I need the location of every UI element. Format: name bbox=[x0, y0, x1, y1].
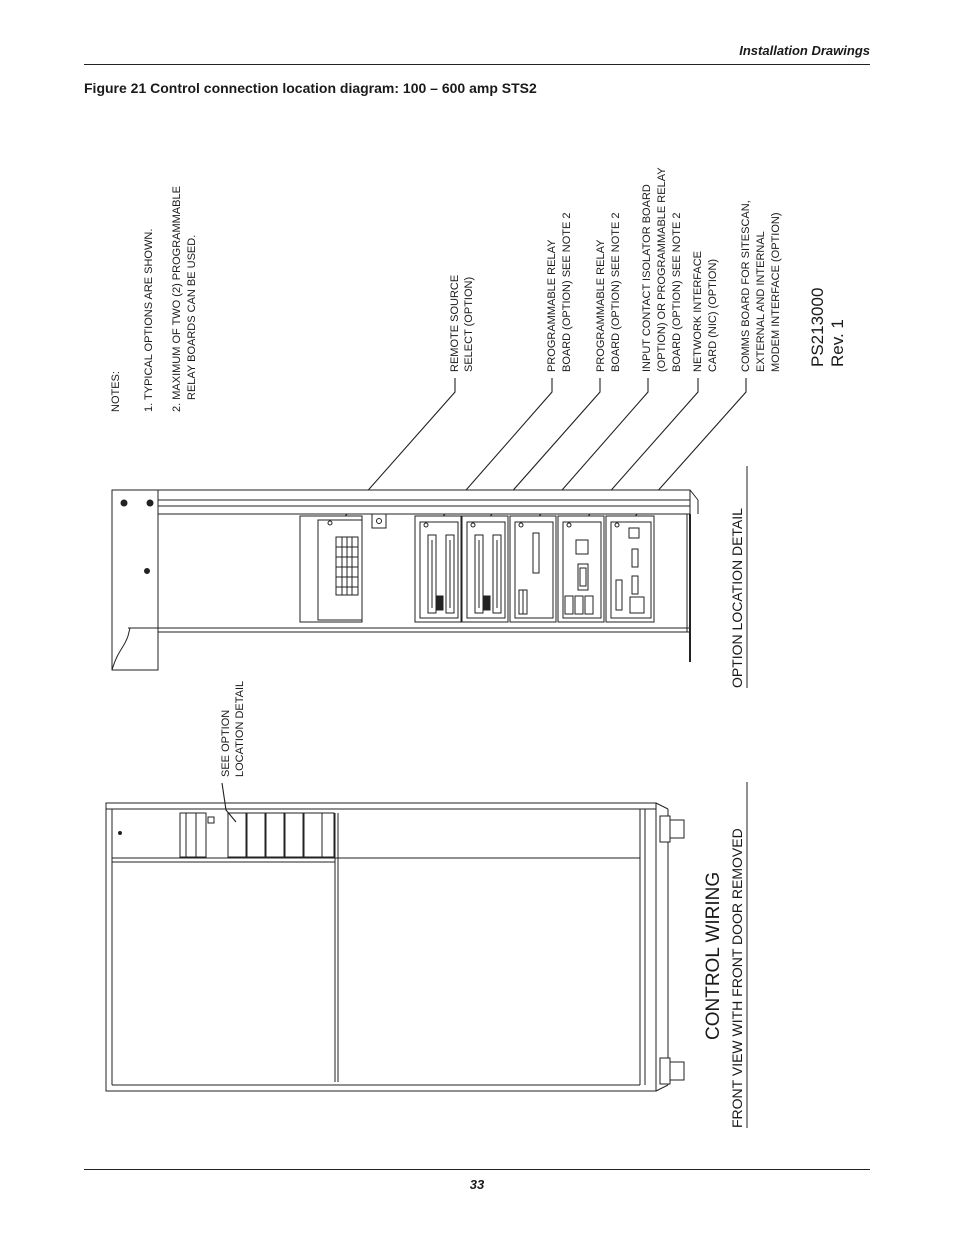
option-location-detail-drawing bbox=[112, 490, 698, 670]
callout-relay-board-1-line-2: BOARD (OPTION) SEE NOTE 2 bbox=[561, 212, 573, 372]
callout-input-contact-line-2: (OPTION) OR PROGRAMMABLE RELAY bbox=[656, 167, 668, 372]
callout-nic-line-1: NETWORK INTERFACE bbox=[692, 250, 704, 372]
callout-remote-source-line-2: SELECT (OPTION) bbox=[463, 276, 475, 372]
callout-relay-board-2-line-1: PROGRAMMABLE RELAY bbox=[595, 239, 607, 372]
callout-remote-source-line-1: REMOTE SOURCE bbox=[449, 274, 461, 372]
front-view-caption: FRONT VIEW WITH FRONT DOOR REMOVED bbox=[729, 828, 745, 1128]
footer-rule bbox=[84, 1169, 870, 1170]
front-view-drawing bbox=[106, 783, 684, 1091]
callout-relay-board-2-line-2: BOARD (OPTION) SEE NOTE 2 bbox=[610, 212, 622, 372]
see-option-label-line-1: SEE OPTION bbox=[220, 709, 232, 777]
callout-comms-line-3: MODEM INTERFACE (OPTION) bbox=[770, 212, 782, 372]
note-1: 1. TYPICAL OPTIONS ARE SHOWN. bbox=[143, 228, 155, 412]
page-number: 33 bbox=[469, 1177, 485, 1192]
callout-relay-board-1-line-1: PROGRAMMABLE RELAY bbox=[546, 239, 558, 372]
section-title: Installation Drawings bbox=[739, 43, 870, 58]
note-2-line-1: 2. MAXIMUM OF TWO (2) PROGRAMMABLE bbox=[171, 186, 183, 412]
callout-comms-line-2: EXTERNAL AND INTERNAL bbox=[755, 231, 767, 372]
control-wiring-title: CONTROL WIRING bbox=[703, 871, 724, 1040]
callout-input-contact-line-3: BOARD (OPTION) SEE NOTE 2 bbox=[671, 212, 683, 372]
notes-block bbox=[110, 186, 198, 412]
notes-heading: NOTES: bbox=[110, 371, 122, 412]
drawing-revision: Rev. 1 bbox=[828, 319, 847, 367]
drawing-number: PS213000 bbox=[808, 287, 827, 367]
callout-comms-line-1: COMMS BOARD FOR SITESCAN, bbox=[740, 200, 752, 372]
callout-nic-line-2: CARD (NIC) (OPTION) bbox=[707, 258, 719, 372]
figure-caption: Figure 21 Control connection location diagram: 100 – 600 amp STS2 bbox=[84, 80, 537, 96]
callout-labels bbox=[449, 167, 782, 372]
see-option-label-line-2: LOCATION DETAIL bbox=[234, 680, 246, 777]
note-2-line-2: RELAY BOARDS CAN BE USED. bbox=[186, 234, 198, 400]
option-location-detail-title: OPTION LOCATION DETAIL bbox=[729, 508, 745, 688]
callout-input-contact-line-1: INPUT CONTACT ISOLATOR BOARD bbox=[641, 184, 653, 372]
